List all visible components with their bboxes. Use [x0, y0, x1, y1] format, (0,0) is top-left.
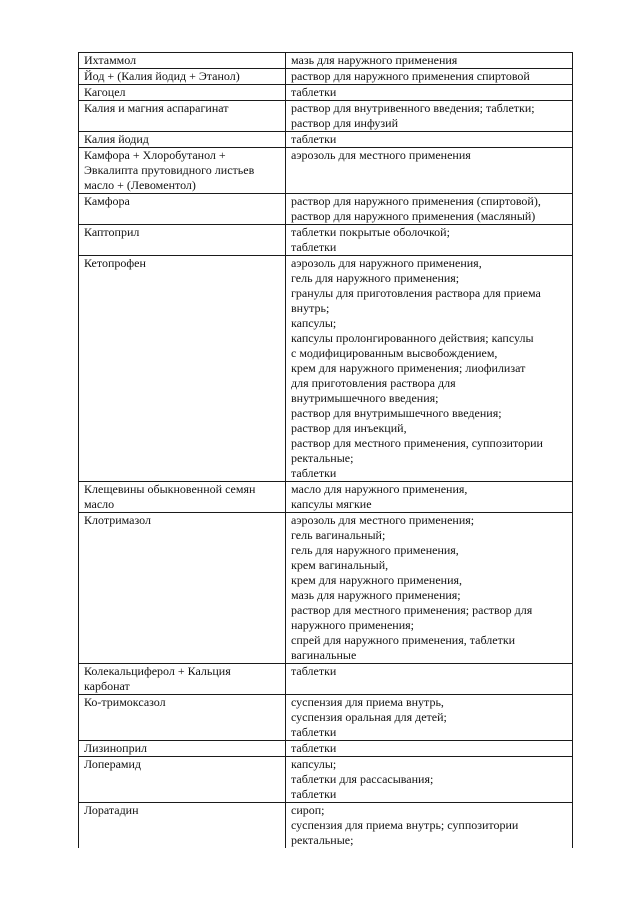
dosage-form-cell: раствор для внутривенного введения; таблетки; раствор для инфузий — [286, 101, 573, 132]
drug-name-cell: Йод + (Калия йодид + Этанол) — [79, 69, 286, 85]
drug-name-cell: Камфора — [79, 194, 286, 225]
drug-name-cell: Калия йодид — [79, 132, 286, 148]
table-row — [79, 225, 573, 256]
table-row — [79, 148, 573, 194]
dosage-form-cell: раствор для наружного применения (спиртовой), раствор для наружного применения (масляный) — [286, 194, 573, 225]
dosage-form-cell: капсулы; таблетки для рассасывания; таблетки — [286, 757, 573, 803]
dosage-form-cell: мазь для наружного применения — [286, 53, 573, 69]
table-row — [79, 695, 573, 741]
dosage-form-cell: сироп; суспензия для приема внутрь; суппозитории ректальные; — [286, 803, 573, 849]
table-row — [79, 256, 573, 482]
table-row — [79, 194, 573, 225]
table-row — [79, 132, 573, 148]
table-row — [79, 85, 573, 101]
drug-name-cell: Лизиноприл — [79, 741, 286, 757]
drug-name-cell: Калия и магния аспарагинат — [79, 101, 286, 132]
dosage-form-cell: таблетки — [286, 664, 573, 695]
drug-name-cell: Ихтаммол — [79, 53, 286, 69]
table-row — [79, 69, 573, 85]
drug-forms-table — [78, 52, 573, 848]
table-row — [79, 53, 573, 69]
dosage-form-cell: масло для наружного применения, капсулы мягкие — [286, 482, 573, 513]
drug-name-cell: Кагоцел — [79, 85, 286, 101]
drug-name-cell: Колекальциферол + Кальция карбонат — [79, 664, 286, 695]
table-row — [79, 101, 573, 132]
drug-name-cell: Лоперамид — [79, 757, 286, 803]
drug-name-cell: Кетопрофен — [79, 256, 286, 482]
dosage-form-cell: аэрозоль для наружного применения, гель для наружного применения; гранулы для приготовления раствора для приема внутрь; капсулы; капсулы пролонгированного действия; капсулы с модифицированным высвобождением, крем для наружного применения; лиофилизат для приготовления раствора для внутримышечного введения; раствор для внутримышечного введения; раствор для инъекций, раствор для местного применения, суппозитории ректальные; таблетки — [286, 256, 573, 482]
dosage-form-cell: суспензия для приема внутрь, суспензия оральная для детей; таблетки — [286, 695, 573, 741]
drug-name-cell: Лоратадин — [79, 803, 286, 849]
table-row — [79, 664, 573, 695]
dosage-form-cell: таблетки — [286, 85, 573, 101]
table-row — [79, 741, 573, 757]
table-row — [79, 482, 573, 513]
dosage-form-cell: таблетки покрытые оболочкой; таблетки — [286, 225, 573, 256]
drug-name-cell: Клотримазол — [79, 513, 286, 664]
drug-name-cell: Камфора + Хлоробутанол + Эвкалипта прутовидного листьев масло + (Левоментол) — [79, 148, 286, 194]
dosage-form-cell: таблетки — [286, 741, 573, 757]
table-row — [79, 757, 573, 803]
drug-name-cell: Ко-тримоксазол — [79, 695, 286, 741]
table-row — [79, 513, 573, 664]
table-row — [79, 803, 573, 849]
document-page — [78, 52, 573, 848]
drug-name-cell: Клещевины обыкновенной семян масло — [79, 482, 286, 513]
dosage-form-cell: таблетки — [286, 132, 573, 148]
dosage-form-cell: аэрозоль для местного применения — [286, 148, 573, 194]
dosage-form-cell: аэрозоль для местного применения; гель вагинальный; гель для наружного применения, крем вагинальный, крем для наружного применения, мазь для наружного применения; раствор для местного применения; раствор для наружного применения; спрей для наружного применения, таблетки вагинальные — [286, 513, 573, 664]
dosage-form-cell: раствор для наружного применения спиртовой — [286, 69, 573, 85]
drug-name-cell: Каптоприл — [79, 225, 286, 256]
